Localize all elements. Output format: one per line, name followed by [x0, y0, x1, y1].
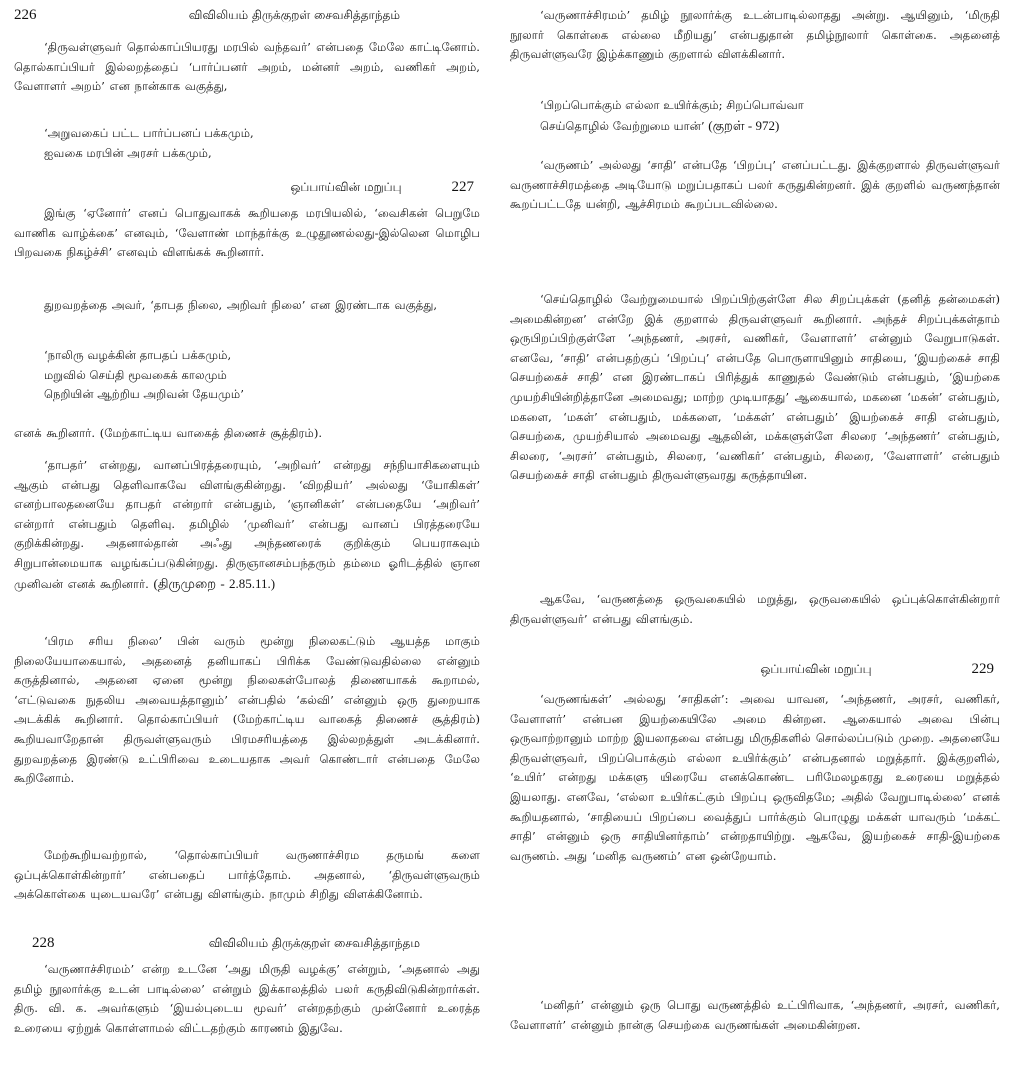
page-header-226: [14, 6, 480, 24]
page-number: 226: [14, 7, 37, 23]
page-header-229: [510, 660, 1000, 678]
verse-line: [540, 116, 1000, 137]
verse-block: [44, 124, 480, 163]
paragraph: இங்கு ‘ஏனோர்’ எனப் பொதுவாகக் கூறியதை மரபியலில், ‘வைசிகன் பெறுமே வாணிக வாழ்க்கை’ எனவும், ‘வேளாண் மாந்தர்க்கு உழுதூணல்லது-இல்லென மொழிப பிறவகை நிகழ்ச்சி’ எனவும் விளங்கக் கூறினார்.: [14, 206, 480, 260]
verse-line: ஐவகை மரபின் அரசர் பக்கமும்,: [44, 145, 212, 160]
citation: (குறள் - 972): [708, 117, 780, 133]
paragraph: ‘செய்தொழில் வேற்றுமையால் பிறப்பிற்குள்ளே சில சிறப்புக்கள் (தனித் தன்மைகள்) அமைகின்றன’ என்றே இக் குறளால் திருவள்ளுவர் கூறினார். அந்தச் சிறப்புக்கள்தாம் ஒருபிறப்பிற்குள்ளே ‘அந்தணர், அரசர், வணிகர், வேளாளர்’ என்னும் வேறுபாடுகள். எனவே, ‘சாதி’ என்பதற்குப் ‘பிறப்பு’ என்பதே பொருளாயினும் சாதியை, ‘இயற்கைச் சாதி செயற்கைச் சாதி’ என இரண்டாகப் பிரித்துக் காணுதல் வேண்டும் என்பதும், ‘இயற்கை முயற்சியின்றித்தானே அமைவது; மாற்ற முடியாதது’ ஆகையால், மகனை ‘மகன்’ என்பதும், மகளை, ‘மகள்’ என்பதும், மக்களை, ‘மக்கள்’ என்பதும்’ இயற்கைச் சாதி என்பதும், செயற்கை, முயற்சியால் அமைவது ஆதலின், மக்களுள்ளே சிலரை ‘அந்தணர்’ என்பதும், சிலரை, ‘அரசர்’ என்பதும், சிலரை, ‘வணிகர்’ என்பதும், சிலரை, ‘வேளாளர்’ என்பதும் செயற்கைச் சாதி என்பதும் திருவள்ளுவரது கருத்தாயின.: [510, 292, 1000, 483]
verse-line: மறுவில் செய்தி மூவகைக் காலமும்: [44, 367, 227, 382]
verse-text: செய்தொழில் வேற்றுமை யான்’: [540, 118, 705, 133]
page-number: 229: [971, 661, 994, 677]
verse-line: ‘நாலிரு வழக்கின் தாபதப் பக்கமும்,: [44, 348, 232, 362]
paragraph: ‘வருணாச்சிரமம்’ தமிழ் நூலார்க்கு உடன்பாடில்லாதது அன்று. ஆயினும், ‘மிருதி நூலார் கொள்கை எல்லை மீறியது’ என்பதுதான் தமிழ்நூலார் கொள்கை. அதனைத் திருவள்ளுவரே இழ்க்காணும் குறளால் விளக்கினார்.: [510, 8, 1000, 62]
paragraph: மேற்கூறியவற்றால், ‘தொல்காப்பியர் வருணாச்சிரம தருமங் களை ஒப்புக்கொள்கின்றார்’ என்பதைப் பார்த்தோம். அதனால், ‘திருவள்ளுவரும் அக்கொள்கை யுடையவரே’ என்பது விளங்கும். நாமும் சிறிது விளக்கினோம்.: [14, 848, 480, 902]
paragraph: ‘வருணம்’ அல்லது ‘சாதி’ என்பதே ‘பிறப்பு’ எனப்பட்டது. இக்குறளால் திருவள்ளுவர் வருணாச்சிரமத்தை அடியோடு மறுப்பதாகப் பலர் கருதுகின்றனர். இக் குறளில் வருணந்தான் கூறப்பட்டதே யன்றி, ஆச்சிரமம் கூறப்படவில்லை.: [510, 158, 1000, 212]
page-header-228: [14, 934, 480, 952]
page-header-227: [14, 178, 480, 196]
verse-block: [540, 96, 1000, 136]
paragraph: ‘மனிதர்’ என்னும் ஒரு பொது வருணத்தில் உட்பிரிவாக, ‘அந்தணர், அரசர், வணிகர், வேளாளர்’ என்னும் நான்கு செயற்கை வருணங்கள் அமைகின்றன.: [510, 998, 1000, 1032]
paragraph: ‘வருணங்கள்’ அல்லது ‘சாதிகள்’: அவை யாவன, ‘அந்தணர், அரசர், வணிகர், வேளாளர்’ என்பன இயற்கையிலே அமை கின்றன. ஆகையால் அவை பின்பு ஒருவாற்றானும் மாற்ற இயலாதவை என்பது மிருதிகளில் சொல்லப்படும் முறை. அதனையே திருவள்ளுவர், பிறப்பொக்கும் எல்லா உயிர்க்கும்’ என்பதனால் மறுத்தார். இக்குறளில், ‘உயிர்’ என்றது மக்களு யிரையே எனக்கொண்ட பரிமேலழகரது உரையை மறுத்தல் இயலாது. எனவே, ‘எல்லா உயிர்கட்கும் பிறப்பு ஒருவிதமே; அதில் வேறுபாடில்லை’ எனக் கூறியதனால், ‘சாதியைப் பிறப்பை வைத்துப் பார்க்கும் பொழுது மக்கள் யாவரும் ‘மக்கட் சாதி’ என்னும் ஒரு சாதியினர்தாம்’ என்றதாயிற்று. ஆகவே, இயற்கைச் சாதி-இயற்கை வருணம். அது ‘மனித வருணம்’ என ஒன்றேயாம்.: [510, 692, 1000, 863]
running-title: விவிலியம் திருக்குறள் சைவசித்தாந்தம்: [188, 8, 400, 22]
verse-block: [44, 346, 480, 405]
paragraph: ‘வருணாச்சிரமம்’ என்ற உடனே ‘அது மிருதி வழக்கு’ என்றும், ‘அதனால் அது தமிழ் நூலார்க்கு உடன் பாடில்லை’ என்றும் இக்காலத்தில் பலர் கருதிவிடுகின்றார்கள். திரு. வி. க. அவர்களும் ‘இயல்புடைய மூவர்’ என்றதற்கும் முன்னோர் உரைத்த உரையை ஏற்றுக் கொள்ளாமல் விட்டதற்கும் காரணம் இதுவே.: [14, 962, 480, 1035]
paragraph: துறவறத்தை அவர், ‘தாபத நிலை, அறிவர் நிலை’ என இரண்டாக வகுத்து,: [44, 298, 438, 312]
verse-line: நெறியின் ஆற்றிய அறிவன் தேயமும்’: [44, 387, 244, 402]
paragraph-text: ‘தாபதர்’ என்றது, வானப்பிரத்தரையும், ‘அறிவர்’ என்றது சந்நியாசிகளையும் ஆகும் என்பது தெளிவாகவே விளங்குகின்றது. ‘விறதியர்’ அல்லது ‘யோகிகள்’ எனற்பாலதனையே தாபதர் என்றார் என்பதும், ‘ஞானிகள்’ என்பதையே ‘அறிவர்’ என்றார் என்பதும் தெளிவு. தமிழில் ‘முனிவர்’ என்பது வானப் பிரத்தரையே குறிக்கின்றது. அதனால்தான் அஃது அந்தணரைக் குறிக்கும் பெயராகவும் சிறுபான்மையாக வழங்கப்படுகின்றது. திருஞானசம்பந்தரும் தம்மை ஓரிடத்தில் ஞான முனிவன் எனக் கூறினார்.: [14, 458, 480, 591]
page-number: 227: [451, 179, 474, 195]
verse-line: ‘அறுவகைப் பட்ட பார்ப்பனப் பக்கமும்,: [44, 126, 254, 140]
paragraph: ஆகவே, ‘வருணத்தை ஒருவகையில் மறுத்து, ஒருவகையில் ஒப்புக்கொள்கின்றார் திருவள்ளுவர்’ என்பது விளங்கும்.: [510, 592, 1000, 626]
paragraph: எனக் கூறினார். (மேற்காட்டிய வாகைத் திணைச் சூத்திரம்).: [14, 426, 323, 440]
running-title: ஒப்பாய்வின் மறுப்பு: [290, 180, 402, 194]
citation: (திருமுறை - 2.85.11.): [153, 575, 276, 591]
paragraph-block: [14, 456, 480, 594]
running-title: விவிலியம் திருக்குறள் சைவசித்தாந்தம: [208, 936, 420, 950]
page-number: 228: [32, 935, 55, 951]
running-title: ஒப்பாய்வின் மறுப்பு: [760, 662, 872, 676]
paragraph: ‘பிரம சரிய நிலை’ பின் வரும் மூன்று நிலைகட்டும் ஆயத்த மாகும் நிலையேயாகையால், அதனைத் தனியாகப் பிரிக்க வேண்டுவதில்லை என்னும் கருத்தினால், அதனை ஏனை மூன்று நிலைகள்போலத் திணையாகக் கூறாமல், ‘எட்டுவகை நுதலிய அவையத்தானும்’ என்பதில் ‘கல்வி’ என்னும் ஒரு துறையாக அடக்கிக் கூறினார். தொல்காப்பியர் (மேற்காட்டிய வாகைத் திணைச் சூத்திரம்) கூறியவாறேதான் திருவள்ளுவரும் பிரமசரியத்தை இல்லறத்துள் அடக்கினார். துறவறத்தை இரண்டு உட்பிரிவை உடையதாக அவர் கொண்டார் என்பதை மேலே கூறினோம்.: [14, 634, 480, 786]
paragraph: [14, 456, 480, 594]
verse-line: ‘பிறப்பொக்கும் எல்லா உயிர்க்கும்; சிறப்பொவ்வா: [540, 98, 804, 112]
paragraph: ‘திருவள்ளுவர் தொல்காப்பியரது மரபில் வந்தவர்’ என்பதை மேலே காட்டினோம். தொல்காப்பியர் இல்லறத்தைப் ‘பார்ப்பனர் அறம், மன்னர் அறம், வணிகர் அறம், வேளாளர் அறம்’ என நான்காக வகுத்து,: [14, 40, 480, 94]
